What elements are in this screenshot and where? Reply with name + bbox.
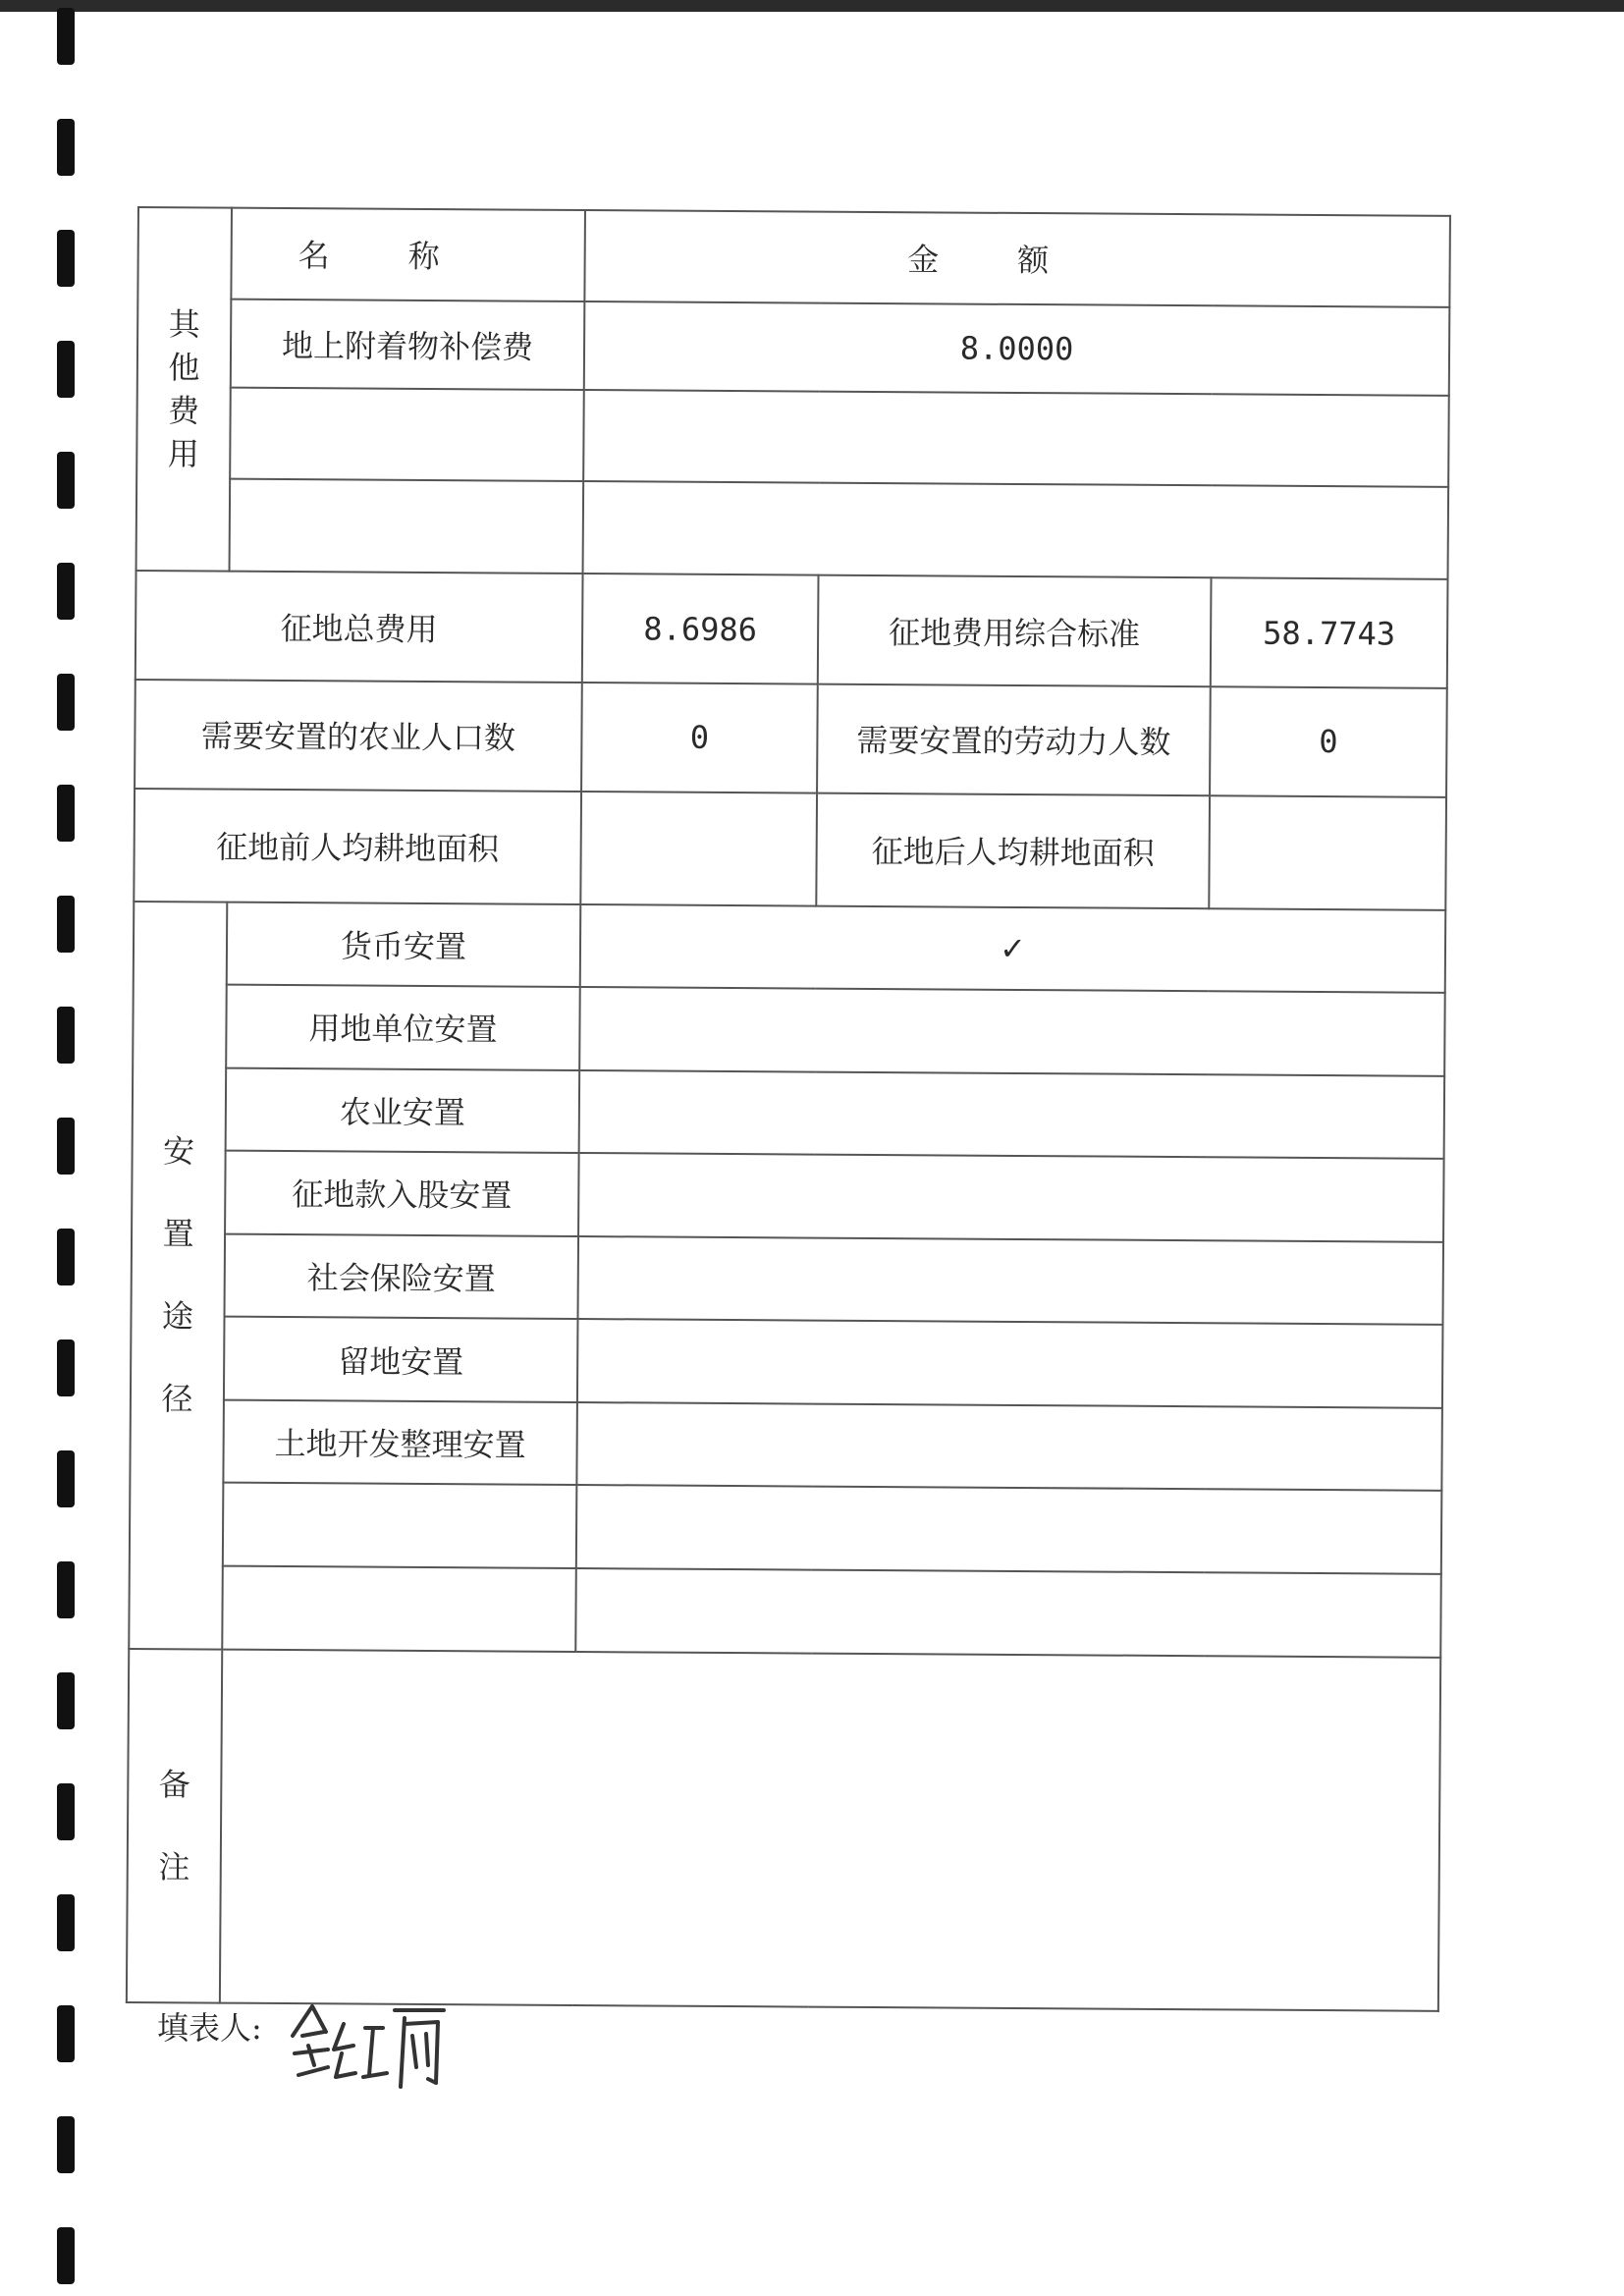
- resettlement-row: [131, 1316, 1443, 1407]
- resettlement-row: [130, 1399, 1442, 1491]
- resettlement-mark: [576, 1485, 1442, 1573]
- resettlement-name: 土地开发整理安置: [223, 1399, 577, 1485]
- resettlement-row: [130, 1482, 1442, 1573]
- resettlement-name: 留地安置: [224, 1317, 578, 1402]
- remarks-content: [220, 1649, 1440, 2011]
- binding-hole: [57, 1229, 75, 1285]
- binding-hole: [57, 341, 75, 398]
- resettlement-row: [129, 1565, 1441, 1657]
- binding-hole: [57, 119, 75, 176]
- resettlement-row: [132, 1150, 1444, 1241]
- resettlement-mark: [576, 1402, 1442, 1491]
- binding-hole: [57, 2227, 75, 2284]
- resettlement-name: 货币安置: [227, 902, 581, 987]
- summary-row-area: [134, 789, 1446, 910]
- remarks-row: [127, 1648, 1440, 2010]
- scan-top-edge: [0, 0, 1624, 12]
- binding-hole: [57, 1339, 75, 1396]
- summary-row-total: [135, 571, 1448, 688]
- header-name: 名称: [231, 208, 585, 301]
- agri-pop-value: 0: [581, 683, 818, 793]
- labor-label: 需要安置的劳动力人数: [817, 684, 1211, 795]
- total-cost-label: 征地总费用: [135, 571, 583, 683]
- remarks-label: 备 注: [127, 1648, 222, 2002]
- resettlement-name: [222, 1566, 576, 1652]
- fee-name: 地上附着物补偿费: [231, 299, 585, 390]
- resettlement-name: [223, 1483, 577, 1568]
- other-fee-row: [137, 299, 1450, 396]
- standard-label: 征地费用综合标准: [818, 575, 1212, 686]
- resettlement-row: [133, 984, 1445, 1075]
- binding-hole: [57, 1007, 75, 1064]
- other-fee-row: [136, 387, 1449, 486]
- binding-hole: [57, 785, 75, 842]
- after-area-label: 征地后人均耕地面积: [816, 793, 1210, 907]
- binding-hole: [57, 1672, 75, 1729]
- other-fees-section-label: 其 他 费 用: [136, 207, 232, 572]
- binding-hole: [57, 1894, 75, 1951]
- total-cost-value: 8.6986: [582, 574, 819, 683]
- resettlement-mark: [579, 1070, 1445, 1159]
- resettlement-name: 社会保险安置: [225, 1233, 579, 1319]
- resettlement-mark: [577, 1236, 1443, 1325]
- summary-row-population: [135, 680, 1447, 797]
- resettlement-mark: [578, 1153, 1444, 1241]
- binding-hole: [57, 563, 75, 620]
- resettlement-row: [132, 1233, 1444, 1325]
- binding-hole: [57, 230, 75, 287]
- after-area-value: [1209, 795, 1446, 909]
- binding-hole: [57, 896, 75, 953]
- labor-value: 0: [1210, 686, 1447, 796]
- handwritten-signature: [285, 1989, 452, 2097]
- binding-hole: [57, 2116, 75, 2173]
- filler-label: 填表人:: [157, 2009, 262, 2047]
- before-area-label: 征地前人均耕地面积: [134, 789, 581, 904]
- land-acquisition-form: [126, 206, 1451, 2012]
- agri-pop-label: 需要安置的农业人口数: [135, 680, 582, 792]
- resettlement-mark: [579, 987, 1445, 1075]
- binding-hole: [57, 452, 75, 509]
- fee-amount: [583, 481, 1449, 579]
- resettlement-name: 农业安置: [226, 1067, 580, 1153]
- resettlement-mark: [577, 1319, 1443, 1407]
- other-fee-row: [136, 478, 1449, 579]
- resettlement-name: 征地款入股安置: [225, 1151, 579, 1236]
- resettlement-row: [134, 902, 1446, 993]
- other-fees-header-row: [137, 207, 1450, 306]
- standard-value: 58.7743: [1211, 578, 1448, 688]
- binding-hole: [57, 2005, 75, 2062]
- resettlement-mark: ✓: [580, 904, 1446, 993]
- resettlement-section-label: 安 置 途 径: [129, 902, 227, 1650]
- binding-hole: [57, 8, 75, 65]
- fee-amount: [583, 390, 1449, 486]
- binding-hole: [57, 1450, 75, 1507]
- resettlement-row: [133, 1067, 1445, 1159]
- binding-hole: [57, 1561, 75, 1618]
- binding-holes: [57, 0, 77, 2296]
- before-area-value: [580, 792, 817, 905]
- header-amount: 金额: [584, 210, 1450, 306]
- resettlement-name: 用地单位安置: [226, 985, 580, 1070]
- fee-name: [230, 478, 584, 574]
- resettlement-mark: [575, 1568, 1441, 1657]
- fee-name: [230, 388, 584, 481]
- binding-hole: [57, 1118, 75, 1175]
- fee-amount: 8.0000: [584, 301, 1450, 396]
- binding-hole: [57, 674, 75, 731]
- binding-hole: [57, 1783, 75, 1840]
